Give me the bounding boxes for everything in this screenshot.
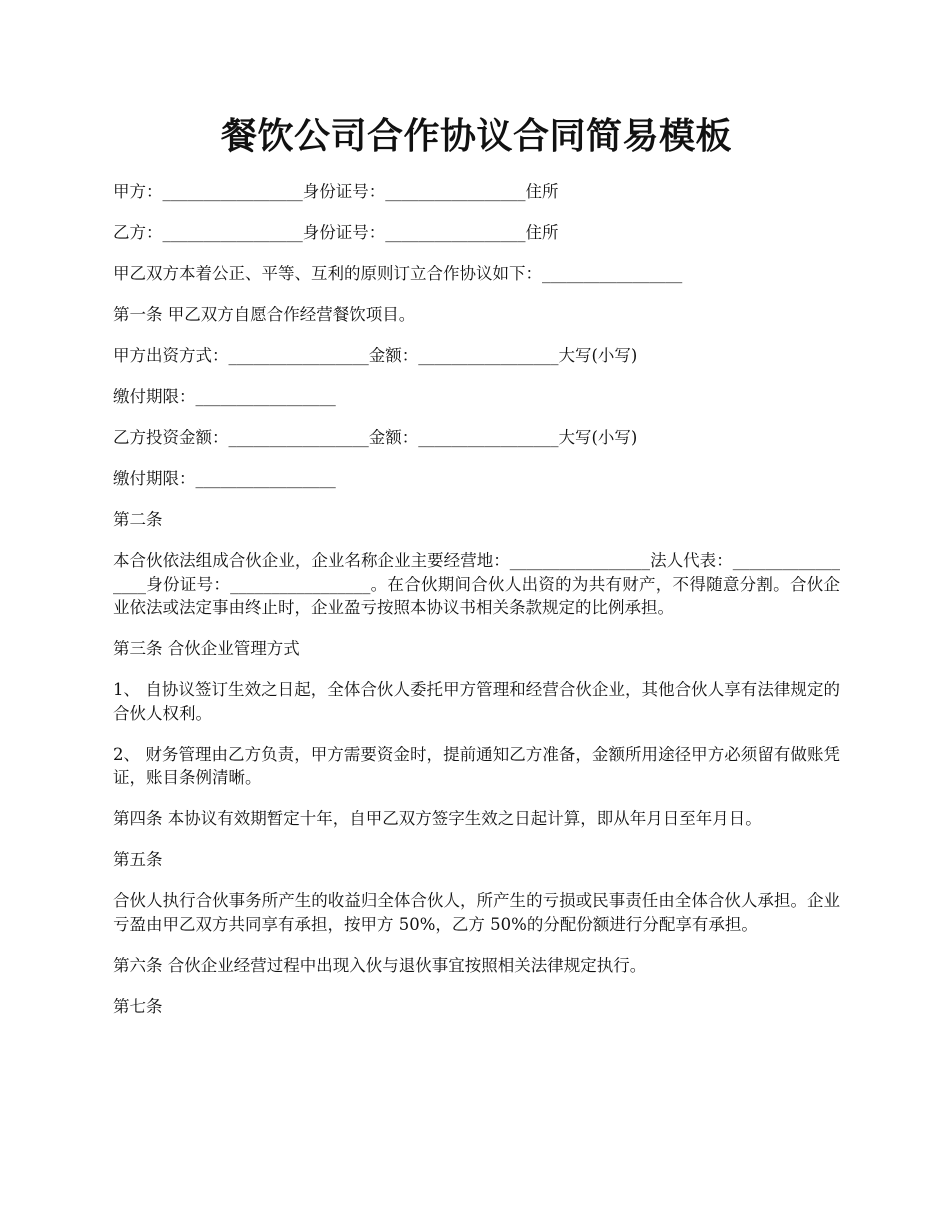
- party-b-investment: 乙方投资金额：_________________金额：_________________大写(小写): [113, 428, 638, 447]
- party-b-payment-deadline: 缴付期限：_________________: [113, 469, 336, 488]
- article-2-body: 本合伙依法组成合伙企业，企业名称企业主要经营地：_________________法人代表：_________________身份证号：_________________。在合伙期间合伙人出资的为共有财产，不得随意分割。合伙企业依法或法定事由终止时，企业盈亏按照本协议书相关条款规定的比例承担。: [113, 551, 840, 617]
- article-5-body: 合伙人执行合伙事务所产生的收益归全体合伙人，所产生的亏损或民事责任由全体合伙人承担。企业亏盈由甲乙双方共同享有承担，按甲方 50%，乙方 50%的分配份额进行分配享有承担。: [113, 891, 840, 934]
- party-b-line: 乙方：_________________身份证号：_________________住所: [113, 223, 559, 242]
- document-title: 餐饮公司合作协议合同简易模板: [220, 115, 732, 157]
- article-7-heading: 第七条: [113, 996, 163, 1016]
- article-5-heading: 第五条: [113, 850, 163, 869]
- party-a-investment: 甲方出资方式：_________________金额：_________________大写(小写): [113, 346, 638, 365]
- article-4: 第四条 本协议有效期暂定十年，自甲乙双方签字生效之日起计算，即从年月日至年月日。: [113, 809, 762, 828]
- article-1: 第一条 甲乙双方自愿合作经营餐饮项目。: [113, 305, 416, 324]
- article-3-item-2: 2、 财务管理由乙方负责，甲方需要资金时，提前通知乙方准备，金额所用途径甲方必须留有做账凭证，账目条例清晰。: [113, 744, 840, 787]
- document-page: [113, 110, 840, 1036]
- agreement-intro: 甲乙双方本着公正、平等、互利的原则订立合作协议如下：_________________: [113, 264, 683, 283]
- article-3-heading: 第三条 合伙企业管理方式: [113, 639, 300, 658]
- party-a-line: 甲方：_________________身份证号：_________________住所: [113, 182, 559, 201]
- article-2-heading: 第二条: [113, 510, 163, 529]
- party-a-payment-deadline: 缴付期限：_________________: [113, 387, 336, 406]
- article-6: 第六条 合伙企业经营过程中出现入伙与退伙事宜按照相关法律规定执行。: [113, 955, 647, 975]
- article-3-item-1: 1、 自协议签订生效之日起，全体合伙人委托甲方管理和经营合伙企业，其他合伙人享有法律规定的合伙人权利。: [113, 680, 840, 723]
